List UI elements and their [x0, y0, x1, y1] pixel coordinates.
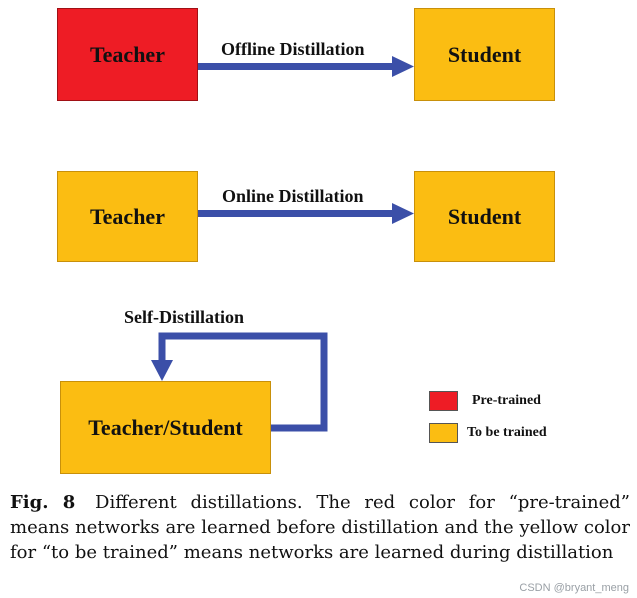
- teacher-label: Teacher: [90, 41, 165, 67]
- figure-number: Fig. 8: [10, 492, 76, 513]
- watermark: CSDN @bryant_meng: [519, 582, 629, 594]
- caption-text: Different distillations. The red color for “pre-trained” means networks are learned before distillation and the yellow color for “to be trained” means networks are learned during distillation: [10, 492, 630, 563]
- online-arrow: [198, 203, 414, 224]
- student-label: Student: [447, 203, 522, 229]
- self-loop-arrow: [162, 336, 324, 428]
- self-loop-arrowhead: [151, 360, 173, 381]
- legend-label-pretrained: Pre-trained: [472, 393, 541, 408]
- offline-distillation-label: Offline Distillation: [221, 39, 365, 59]
- legend-swatch-to-be-trained: [429, 423, 458, 443]
- teacher-student-label: Teacher/Student: [88, 414, 243, 440]
- student-label: Student: [447, 41, 522, 67]
- legend-label-to-be-trained: To be trained: [467, 425, 547, 440]
- teacher-label: Teacher: [90, 203, 165, 229]
- legend-swatch-pretrained: [429, 391, 458, 411]
- online-distillation-label: Online Distillation: [222, 186, 364, 206]
- figure-caption: [10, 490, 630, 565]
- self-distillation-label: Self-Distillation: [124, 307, 244, 327]
- offline-arrow: [198, 56, 414, 77]
